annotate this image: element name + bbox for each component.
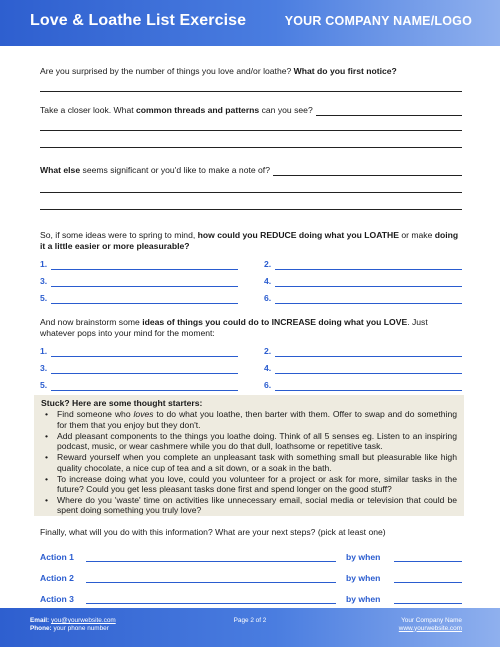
page-footer [0, 608, 500, 647]
reduce-ideas-right [264, 253, 462, 304]
company-logo-text: YOUR COMPANY NAME/LOGO [284, 14, 472, 28]
increase-ideas-right [264, 340, 462, 391]
company-name: Your Company Name [401, 617, 462, 624]
answer-line[interactable] [316, 107, 462, 116]
bullet-icon: • [45, 430, 49, 441]
idea-number: 1. [40, 259, 48, 269]
email-label: Email: [30, 617, 50, 624]
idea-line[interactable] [40, 374, 238, 391]
question-emphasis: What else [40, 165, 81, 175]
idea-number: 6. [264, 293, 272, 303]
idea-number: 2. [264, 259, 272, 269]
idea-number: 5. [40, 293, 48, 303]
question-text: So, if some ideas were to spring to mind, [40, 230, 196, 240]
next-steps-section [40, 527, 462, 604]
reduce-ideas-left [40, 253, 238, 304]
question-text: Are you surprised by the number of things you love and/or loathe? [40, 66, 292, 76]
action-row[interactable] [40, 583, 462, 604]
increase-ideas-left [40, 340, 238, 391]
question-text: And now brainstorm some [40, 317, 140, 327]
phone-number: your phone number [53, 624, 109, 632]
by-when-input-line[interactable] [394, 595, 462, 604]
list-item: • Find someone who loves to do what you loathe, then barter with them. Offer to swap and do something for them that you enjoy but they don't. [45, 409, 458, 430]
list-item: • Add pleasant components to the things you loathe doing. Think of all 5 senses eg. Listen to an inspiring podcast, music, or wear cashmere while you do that dull, loathsome or repetitive task. [45, 430, 457, 452]
action-input-line[interactable] [86, 553, 336, 562]
idea-line[interactable] [264, 253, 462, 270]
action-row[interactable] [40, 541, 462, 562]
bullet-icon: • [45, 495, 49, 506]
question-text: . Just whatever pops into your mind for the moment: [40, 317, 428, 338]
question-emphasis: ideas of things you could do to INCREASE doing what you LOVE [142, 317, 408, 327]
list-item: • Reward yourself when you complete an unpleasant task with something small but pleasurable like high quality chocolate, a nice cup of tea and a sit down, or a soak in the bath. [45, 452, 457, 473]
question-text: Take a closer look. What [40, 105, 134, 115]
question-emphasis: What do you first notice? [293, 66, 397, 76]
idea-number: 3. [40, 276, 48, 286]
thought-starters-heading: Stuck? Here are some thought starters: [41, 398, 203, 408]
reduce-ideas-grid [40, 253, 462, 304]
thought-starters-box [34, 395, 464, 516]
question-text: can you see? [261, 105, 313, 115]
next-steps-prompt: Finally, what will you do with this information? What are your next steps? (pick at least one) [40, 527, 386, 537]
question-patterns [40, 105, 462, 116]
footer-company [399, 617, 462, 632]
action-label: Action 2 [40, 573, 74, 583]
answer-line[interactable] [273, 167, 462, 176]
question-text: or make [401, 230, 433, 240]
bullet-icon: • [45, 473, 49, 484]
idea-line[interactable] [40, 357, 238, 374]
bullet-icon: • [45, 409, 49, 420]
question-emphasis: common threads and patterns [136, 105, 260, 115]
action-label: Action 1 [40, 552, 74, 562]
website-link[interactable]: www.yourwebsite.com [398, 624, 462, 632]
idea-number: 6. [264, 380, 272, 390]
thought-starters-list [41, 409, 457, 515]
by-when-input-line[interactable] [394, 574, 462, 583]
by-when-label: by when [346, 552, 381, 562]
by-when-input-line[interactable] [394, 553, 462, 562]
answer-line[interactable] [40, 130, 462, 131]
increase-ideas-grid [40, 340, 462, 391]
action-input-line[interactable] [86, 595, 336, 604]
idea-line[interactable] [40, 340, 238, 357]
list-item: • Where do you 'waste' time on activities like unnecessary email, social media or television that could be spent doing something you truly love? [45, 495, 457, 516]
answer-line[interactable] [40, 192, 462, 193]
question-increase [40, 317, 462, 339]
email-link[interactable]: you@yourwebsite.com [50, 617, 116, 624]
list-item: • To increase doing what you love, could you volunteer for a project or ask for more, similar tasks in the future? Could you get less pleasant tasks done first and spend longer on the good stuff? [45, 473, 457, 495]
question-emphasis: how could you REDUCE doing what you LOATHE [197, 230, 399, 240]
worksheet-content [40, 62, 462, 391]
idea-line[interactable] [264, 287, 462, 304]
question-else [40, 165, 462, 176]
bullet-icon: • [45, 452, 49, 463]
answer-line[interactable] [40, 91, 462, 92]
idea-number: 2. [264, 346, 272, 356]
question-reduce [40, 230, 462, 252]
idea-number: 3. [40, 363, 48, 373]
question-emphasis: doing it a little easier or more pleasurable? [40, 230, 459, 251]
idea-line[interactable] [264, 357, 462, 374]
idea-number: 4. [264, 276, 272, 286]
question-surprised [40, 66, 462, 77]
idea-number: 5. [40, 380, 48, 390]
idea-number: 1. [40, 346, 48, 356]
idea-line[interactable] [40, 270, 238, 287]
page-title: Love & Loathe List Exercise [30, 12, 247, 29]
footer-contact [30, 617, 116, 632]
page-number: Page 2 of 2 [233, 617, 267, 624]
phone-label: Phone: [30, 624, 52, 632]
answer-line[interactable] [40, 209, 462, 210]
by-when-label: by when [346, 573, 381, 583]
idea-line[interactable] [264, 374, 462, 391]
idea-line[interactable] [40, 287, 238, 304]
idea-line[interactable] [264, 340, 462, 357]
idea-number: 4. [264, 363, 272, 373]
action-label: Action 3 [40, 594, 74, 604]
idea-line[interactable] [40, 253, 238, 270]
action-input-line[interactable] [86, 574, 336, 583]
idea-line[interactable] [264, 270, 462, 287]
page-header [0, 0, 500, 46]
answer-line[interactable] [40, 147, 462, 148]
question-text: seems significant or you'd like to make a note of? [82, 165, 270, 175]
by-when-label: by when [346, 594, 381, 604]
action-row[interactable] [40, 562, 462, 583]
